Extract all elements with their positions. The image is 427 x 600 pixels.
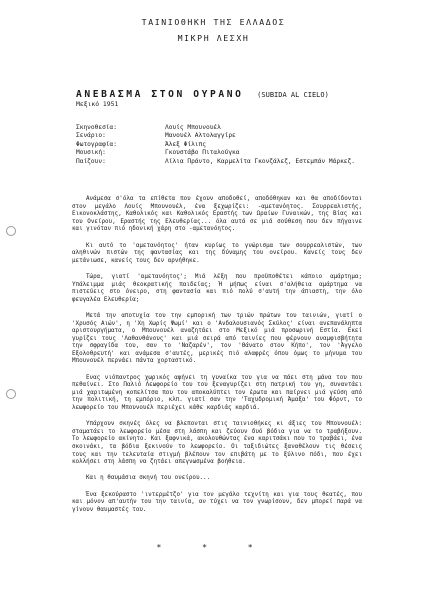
credit-label: Σενάριο: bbox=[76, 132, 106, 140]
paragraph: Κι αυτό το 'αμετανόητος' ήταν κυρίως το γνώρισμα των σουρρεαλιστών, των αληθινών πιστών της φαντασίας και της δύναμης του ονείρου. Κανείς τους δεν μετάνιωσε, κανείς τους δεν αρνήθηκε. bbox=[72, 242, 362, 264]
club-name: ΜΙΚΡΗ ΛΕΣΧΗ bbox=[177, 33, 250, 43]
paragraph: Και η θαυμάσια σκηνή του ονείρου... bbox=[86, 475, 211, 482]
credit-label: Μουσική: bbox=[76, 149, 106, 157]
paragraph: Υπάρχουν σκηνές όλες να βλεπονται στις ταινιοθήκες κι άξιες του Μπουνουέλ: σταματάει το λεωφορείο μέσα στη λάσπη και ζεύουν δυό βόδια για να το τραβήξουν. Το λεωφορείο ακίνητο. Και ξαφνικά, ακολουθώντας ένα καριτσάκι που το τραβάει, ένα σκοινάκι, τα βόδια ξεκινούν το λεωφορείο. Οι ταξιδιώτες ξαναθέλουν τις θέσεις τους και την τελευταία στιγμή βλέπουν τον επιβάτη με το ξύλινο πόδι, που έχει κολλήσει στη λάσπη να ζητάει απεγνωσμένα βοήθεια. bbox=[72, 421, 362, 466]
end-stars: * * * bbox=[156, 543, 271, 552]
paragraph: Ενας νιόπαντρος χωρικός αφήνει τη γυναίκα του για να πάει στη μάνα του που πεθαίνει. Στο Παλιό Λεωφορείο του του ξεναγυρίζει στη πατρική του γη, συναντάει μιά χαριτωμένη κοπελίτσα που του αποκαλύπτει τον έρωτα και παίρνει μιά γεύση από την πολιτική, τη εμπόριο, κλπ. γιατί σαν την 'Ταχυδρομική Άμαξα' του Φόρντ, το λεωφορείο του Μπουνουέλ περιέχει κάθε καρδιάς καρδιά. bbox=[72, 374, 362, 412]
paragraph: Ένα ξεκούραστο 'ιντερμέτζο' για τον μεγάλο τεχνίτη και για τους θεατές, που και μόνον απ'αυτήν του την ταινία, αν τύχει να τον γνωρίσουν, δεν μπορεί παρά να γίνουν θαυμαστές του. bbox=[72, 491, 362, 513]
punch-hole-top bbox=[6, 226, 16, 236]
credit-label: Φωτογραφία: bbox=[76, 140, 117, 148]
paragraph: Μετά την αποτυχία του την εμπορική των τριών πρώτων του ταινιών, γιατί ο 'Χρυσός Αιών', η 'Χη Χωρίς Ψωμί' και ο 'Ανδαλουσιανός Σκύλος' είναι ανεπανάληπτα αριστουργήματα, ο Μπουνουέλ αναζητάει στο Μεξικό μιά προσωρινή Εστία. Εκεί γυρίζει τους 'Λαθανθάνους' και μιά σειρά από ταινίες που φέρνουν αναμφισβήτητα την σφραγίδα του, σαν το 'Ναζαρέν', τον 'Θάνατο στον Κήπο', τον 'Άγγελο Εξολοθρευτή' και ανάμεσα σ'αυτές, μερικές πιό αλαφρές όπου όμως το μήνυμα του Μπουνουέλ περνάει πάντα χορταστικό. bbox=[72, 312, 362, 365]
credit-value: Μανουέλ Αλτολαγγίρε bbox=[165, 132, 236, 140]
credit-value: Λουίς Μπουνουέλ bbox=[165, 124, 221, 131]
credit-label: Παίζουν: bbox=[76, 157, 106, 165]
original-title: (SUBIDA AL CIELO) bbox=[257, 91, 329, 99]
credit-value: Άλεξ Φίλιπς bbox=[165, 140, 206, 148]
credit-value: Γκουστάβο Πιταλούγκα bbox=[165, 149, 240, 157]
credit-label: Σκηνοθεσία: bbox=[76, 124, 117, 131]
origin-year: Μεξικό 1951 bbox=[76, 100, 119, 108]
film-title-row bbox=[76, 82, 329, 101]
credit-value: Λίλια Πράντο, Καρμελίτα Γκονζάλεζ, Εστεμπάν Μάρκεζ. bbox=[165, 157, 355, 165]
film-title: ΑΝΕΒΑΣΜΑ ΣΤΟΝ ΟΥΡΑΝΟ bbox=[76, 89, 244, 100]
paragraph: Τώρα, γιατί 'αμετανόητος'; Μιά λέξη που προϋποθέτει κάποιο αμάρτημα; Υπάλειμμα μιάς θεοκρατικής παιδείας; Ή μήπως είναι σ'αλήθεια αμάρτημα να πιστεύεις στο όνειρο, στη φαντασία και πιό πολύ σ'αυτή την άπιαστη, την όλο φευγαλέα Ελευθερία; bbox=[72, 273, 362, 303]
article-body bbox=[72, 196, 362, 523]
paragraph: Ανάμεσα σ'όλα τα επίθετα που έχουν αποδοθεί, αποδόθηκαν και θα αποδίδονται στον μεγάλο Λουίς Μπουνουέλ, ένα ξεχωρίζει: -αμετανόητος. Σουρρεαλιστής, Εικονοκλάστης, Καθολικός και Καθολικός Εραστής των Ωραίων Γυναικών, της Βίας και του Ονείρου, Εραστής της Ελευθερίας... όλα αυτά σε μιά σούθεση που δεν πήγαινε και γινόταν πιό ηδονική χάρη στο -αμετανόητος. bbox=[72, 196, 362, 233]
organization-name: ΤΑΙΝΙΟΘΗΚΗ ΤΗΣ ΕΛΛΑΔΟΣ bbox=[141, 17, 286, 27]
punch-hole-bottom bbox=[6, 389, 16, 399]
